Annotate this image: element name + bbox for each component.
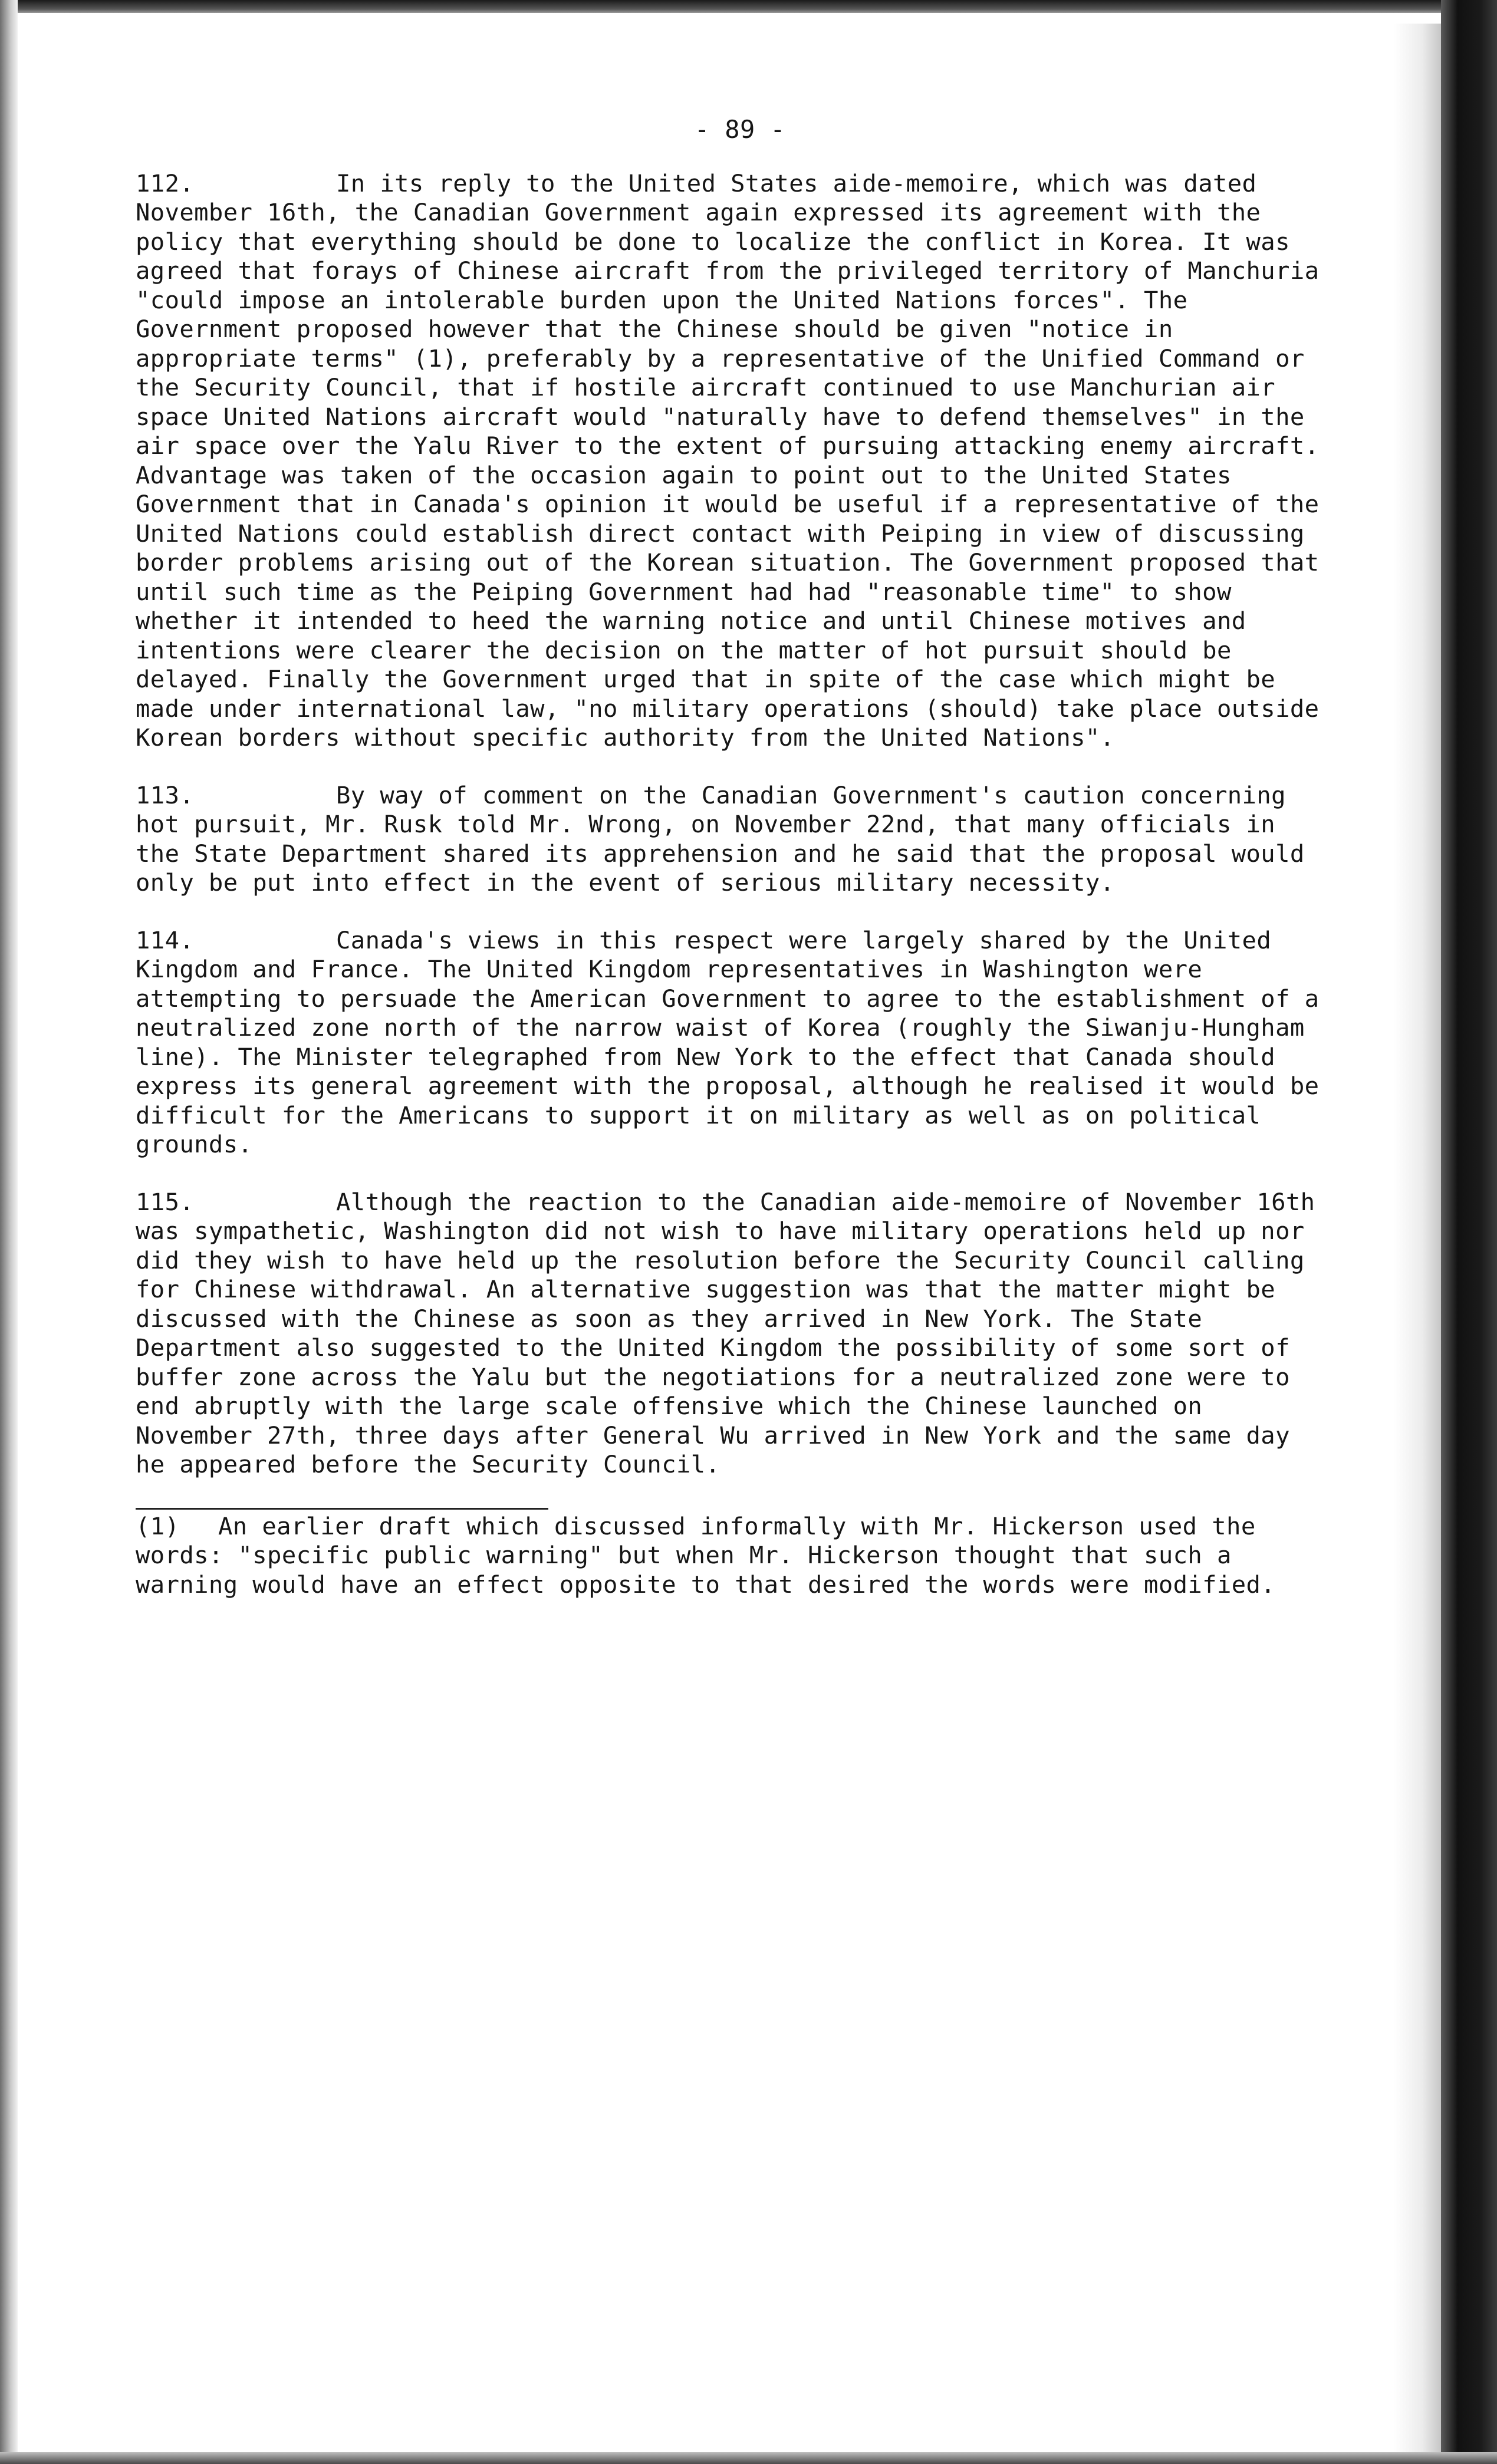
footnote-divider (136, 1508, 548, 1510)
paragraph-115 (136, 1188, 1333, 1480)
paragraph-number: 115. (136, 1187, 195, 1216)
paragraph-number: 114. (136, 925, 195, 954)
footnote-marker: (1) (136, 1511, 180, 1540)
page-number: - 89 - (694, 115, 786, 144)
paragraph-text: Although the reaction to the Canadian aide-memoire of November 16th was sympathetic, Washington did not wish to have military operations held up nor did they wish to have held up the resolution before the Security Council calling for Chinese withdrawal. An alternative suggestion was that the matter might be discussed with the Chinese as soon as they arrived in New York. The State Department also suggested to the United Kingdom the possibility of some sort of buffer zone across the Yalu but the negotiations for a neutralized zone were to end abruptly with the large scale offensive which the Chinese launched on November 27th, three days after General Wu arrived in New York and the same day he appeared before the Security Council. (136, 1187, 1330, 1478)
footnote (136, 1512, 1333, 1600)
page-curl-shadow (1394, 24, 1441, 2452)
document-page (136, 115, 1333, 1599)
scan-border-left (0, 0, 18, 2464)
paragraph-text: By way of comment on the Canadian Government's caution concerning hot pursuit, Mr. Rusk told Mr. Wrong, on November 22nd, that many officials in the State Department shared its apprehension and he said that the proposal would only be put into effect in the event of serious military necessity. (136, 780, 1320, 897)
paragraph-114 (136, 926, 1333, 1159)
scan-border-right (1441, 0, 1497, 2464)
paragraph-text: In its reply to the United States aide-memoire, which was dated November 16th, the Canadian Government again expressed its agreement with the policy that everything should be done to localize the conflict in Korea. It was agreed that forays of Chinese aircraft from the privileged territory of Manchuria "could impose an intolerable burden upon the United Nations forces". The Government proposed however that the Chinese should be given "notice in appropriate terms" (1), preferably by a representative of the Unified Command or the Security Council, that if hostile aircraft continued to use Manchurian air space United Nations aircraft would "naturally have to defend themselves" in the air space over the Yalu River to the extent of pursuing attacking enemy aircraft. Advantage was taken of the occasion again to point out to the United States Government that in Canada's opinion it would be useful if a representative of the United Nations could establish direct contact with Peiping in view of discussing border problems arising out of the Korean situation. The Government proposed that until such time as the Peiping Government had had "reasonable time" to show whether it intended to heed the warning notice and until Chinese motives and intentions were clearer the decision on the matter of hot pursuit should be delayed. Finally the Government urged that in spite of the case which might be made under international law, "no military operations (should) take place outside Korean borders without specific authority from the United Nations". (136, 169, 1334, 752)
scan-border-bottom (0, 2452, 1497, 2464)
paragraph-number: 112. (136, 169, 195, 197)
paragraph-113 (136, 781, 1333, 898)
footnote-text: An earlier draft which discussed informally with Mr. Hickerson used the words: "specific public warning" but when Mr. Hickerson thought that such a warning would have an effect opposite to that desired the words were modified. (136, 1511, 1276, 1599)
paragraph-112 (136, 169, 1333, 753)
scan-border-top (0, 0, 1497, 13)
paragraph-text: Canada's views in this respect were largely shared by the United Kingdom and France. The United Kingdom representatives in Washington were attempting to persuade the American Government to agree to the establishment of a neutralized zone north of the narrow waist of Korea (roughly the Siwanju-Hungham line). The Minister telegraphed from New York to the effect that Canada should express its general agreement with the proposal, although he realised it would be difficult for the Americans to support it on military as well as on political grounds. (136, 925, 1334, 1158)
paragraph-number: 113. (136, 780, 195, 809)
